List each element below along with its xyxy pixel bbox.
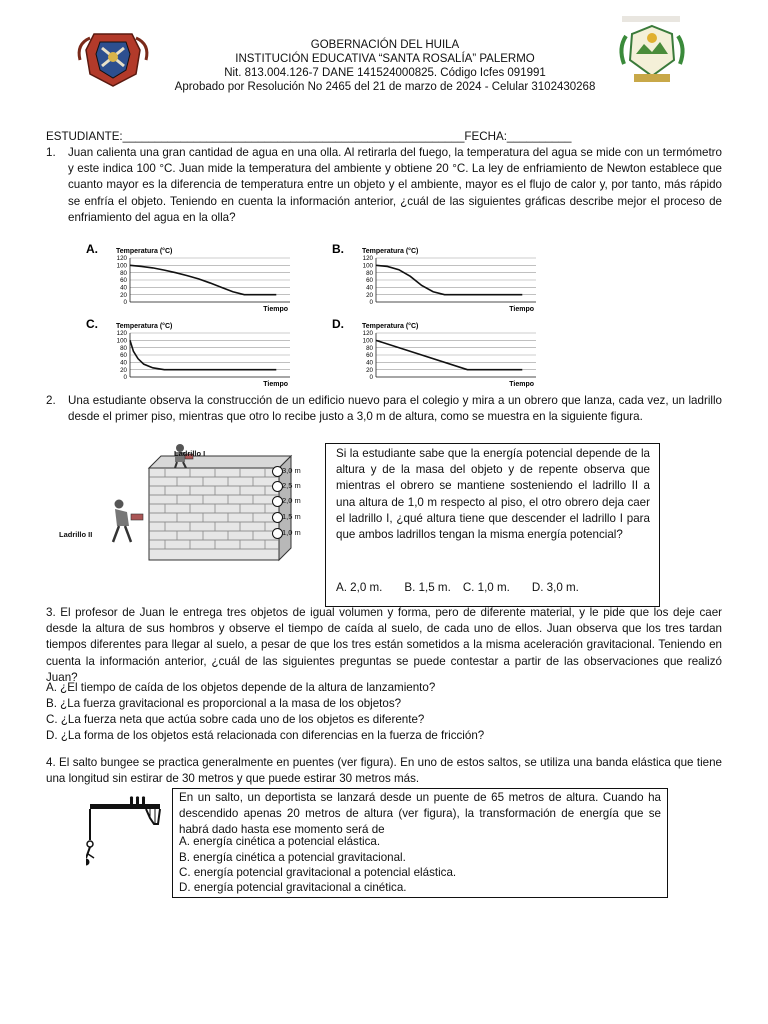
chart-b-ytick-label: 40 (366, 284, 373, 292)
q2-box-text: Si la estudiante sabe que la energía potencial depende de la altura y de la masa del objeto y de repente observa que mientras el obrero se mantiene sosteniendo el ladrillo II a una altura de 1,0 m respecto al piso, el otro obrero deja caer el ladrillo I, ¿qué altura tiene que descender el ladrillo I para que ambos ladrillos tengan la misma energía potencial? (336, 447, 650, 542)
q3-option-a[interactable]: A. ¿El tiempo de caída de los objetos depende de la altura de lanzamiento? (46, 681, 436, 694)
q2-options (336, 580, 656, 596)
q2-option-c[interactable]: C. 1,0 m. (462, 581, 510, 594)
worker-ground-icon (113, 500, 143, 543)
ladrillo-2-label: Ladrillo II (59, 530, 93, 539)
school-crest-right (612, 14, 692, 94)
chart-d-option-label: D. (332, 317, 344, 331)
chart-b-xlabel: Tiempo (509, 306, 534, 313)
chart-b-ytick-label: 120 (362, 255, 373, 263)
chart-a-ytick-label: 60 (120, 277, 127, 285)
chart-c-ytick-label: 40 (120, 359, 127, 367)
height-2-0: 2,0 m (282, 496, 301, 505)
chart-d-ytick-label: 40 (366, 359, 373, 367)
chart-d-ytick-label: 0 (369, 374, 373, 382)
chart-a-ylabel: Temperatura (°C) (116, 248, 173, 255)
chart-c-ytick-label: 100 (116, 337, 127, 345)
q1-charts (80, 240, 560, 388)
chart-d-xlabel: Tiempo (509, 381, 534, 388)
student-line (46, 129, 571, 145)
chart-c-ylabel: Temperatura (°C) (116, 323, 173, 330)
chart-c-ytick-label: 120 (116, 330, 127, 338)
q4-option-d[interactable]: D. energía potencial gravitacional a cinética. (179, 881, 407, 894)
chart-a-ytick-label: 80 (120, 269, 127, 277)
chart-a-ytick-label: 120 (116, 255, 127, 263)
student-name-field[interactable]: _____________________________________________________ (122, 130, 465, 143)
height-1-0: 1,0 m (282, 528, 301, 537)
ladrillo-1-label: Ladrillo I (174, 449, 206, 458)
q2-option-d[interactable]: D. 3,0 m. (531, 581, 579, 594)
chart-d-ylabel: Temperatura (°C) (362, 323, 419, 330)
chart-c-ytick-label: 80 (120, 344, 127, 352)
q3-option-c[interactable]: C. ¿La fuerza neta que actúa sobre cada uno de los objetos es diferente? (46, 713, 425, 726)
chart-a-ytick-label: 20 (120, 291, 127, 299)
chart-a-ytick-label: 0 (123, 299, 127, 307)
date-label: FECHA: (464, 130, 507, 143)
chart-c-ytick-label: 60 (120, 352, 127, 360)
q3-text: 3. El profesor de Juan le entrega tres objetos de igual volumen y forma, pero de diferente material, y le pide que los deje caer desde la altura de sus hombros y observe el tiempo de caída al suelo, de cada uno de ellos. Juan observa que los tres tardan tiempos diferentes para llegar al suelo, a pesar de que los tres están sometidos a la misma aceleración gravitacional. Teniendo en cuenta la información anterior, ¿cuál de las siguientes preguntas se puede contestar a partir de las observaciones que realizó Juan? (46, 606, 722, 684)
q2-text: Una estudiante observa la construcción de un edificio nuevo para el colegio y mira a un obrero que lanza, cada vez, un ladrillo desde el primer piso, mientras que otro lo recibe justo a 3,0 m de altura, como se muestra en la siguiente figura. (68, 394, 722, 424)
q2-box (325, 443, 660, 607)
chart-d-ytick-label: 100 (362, 337, 373, 345)
header-line-4: Aprobado por Resolución No 2465 del 21 de marzo de 2024 - Celular 3102430268 (174, 81, 596, 93)
q4-option-a[interactable]: A. energía cinética a potencial elástica. (179, 835, 381, 848)
student-label: ESTUDIANTE: (46, 130, 123, 143)
header-line-3: Nit. 813.004.126-7 DANE 141524000825. Código Icfes 091991 (224, 67, 546, 79)
chart-c-ytick-label: 0 (123, 374, 127, 382)
chart-a-ytick-label: 100 (116, 262, 127, 270)
chart-c-ytick-label: 20 (120, 366, 127, 374)
height-3-0: 3,0 m (282, 466, 301, 475)
chart-b-ytick-label: 60 (366, 277, 373, 285)
chart-d-ytick-label: 20 (366, 366, 373, 374)
height-1-5: 1,5 m (282, 512, 301, 521)
chart-b-ytick-label: 100 (362, 262, 373, 270)
date-field[interactable]: __________ (506, 130, 572, 143)
q3-option-d[interactable]: D. ¿La forma de los objetos está relacionada con diferencias en la fuerza de fricción? (46, 729, 485, 742)
q4-box-text: En un salto, un deportista se lanzará desde un puente de 65 metros de altura. Cuando ha descendido apenas 20 metros de altura (ver figura), la transformación de energía que se habrá dado hasta ese momento será de (179, 791, 661, 837)
bungee-figure (86, 796, 164, 878)
q2-option-a[interactable]: A. 2,0 m. (336, 581, 383, 594)
chart-b-ytick-label: 80 (366, 269, 373, 277)
header-line-1: GOBERNACIÓN DEL HUILA (310, 39, 460, 51)
chart-b-option-label: B. (332, 242, 344, 256)
chart-d-ytick-label: 80 (366, 344, 373, 352)
chart-c-xlabel: Tiempo (263, 381, 288, 388)
chart-a-option-label: A. (86, 242, 98, 256)
q2-option-b[interactable]: B. 1,5 m. (404, 581, 451, 594)
chart-c-option-label: C. (86, 317, 98, 331)
q1-text: Juan calienta una gran cantidad de agua en una olla. Al retirarla del fuego, la temperatura del agua se mide con un termómetro y este indica 100 °C. Juan mide la temperatura del ambiente y obtiene 20 °C. La ley de enfriamiento de Newton establece que cuanto mayor es la diferencia de temperatura entre un objeto y el ambiente, mayor es el flujo de calor y, por tanto, más rápido se enfría el objeto. Teniendo en cuenta la información anterior, ¿cuál de las siguientes gráficas describe mejor el proceso de enfriamiento del agua en la olla? (68, 146, 722, 224)
q4-option-c[interactable]: C. energía potencial gravitacional a potencial elástica. (179, 866, 457, 879)
chart-b-ylabel: Temperatura (°C) (362, 248, 419, 255)
school-crest-left (74, 30, 152, 88)
q4-option-b[interactable]: B. energía cinética a potencial gravitacional. (179, 851, 406, 864)
q4-box (172, 788, 668, 898)
header-line-2: INSTITUCIÓN EDUCATIVA “SANTA ROSALÍA” PALERMO (235, 53, 535, 65)
q2-number: 2. (46, 394, 56, 407)
chart-d-ytick-label: 60 (366, 352, 373, 360)
chart-a-ytick-label: 40 (120, 284, 127, 292)
chart-b-ytick-label: 0 (369, 299, 373, 307)
q1-number: 1. (46, 146, 56, 159)
q3-option-b[interactable]: B. ¿La fuerza gravitacional es proporcional a la masa de los objetos? (46, 697, 402, 710)
chart-d-ytick-label: 120 (362, 330, 373, 338)
chart-a-xlabel: Tiempo (263, 306, 288, 313)
chart-b-ytick-label: 20 (366, 291, 373, 299)
height-2-5: 2,5 m (282, 481, 301, 490)
q4-text: 4. El salto bungee se practica generalmente en puentes (ver figura). En uno de estos saltos, se utiliza una banda elástica que tiene una longitud sin estirar de 30 metros y que puede estirar 30 metros más. (46, 756, 722, 786)
